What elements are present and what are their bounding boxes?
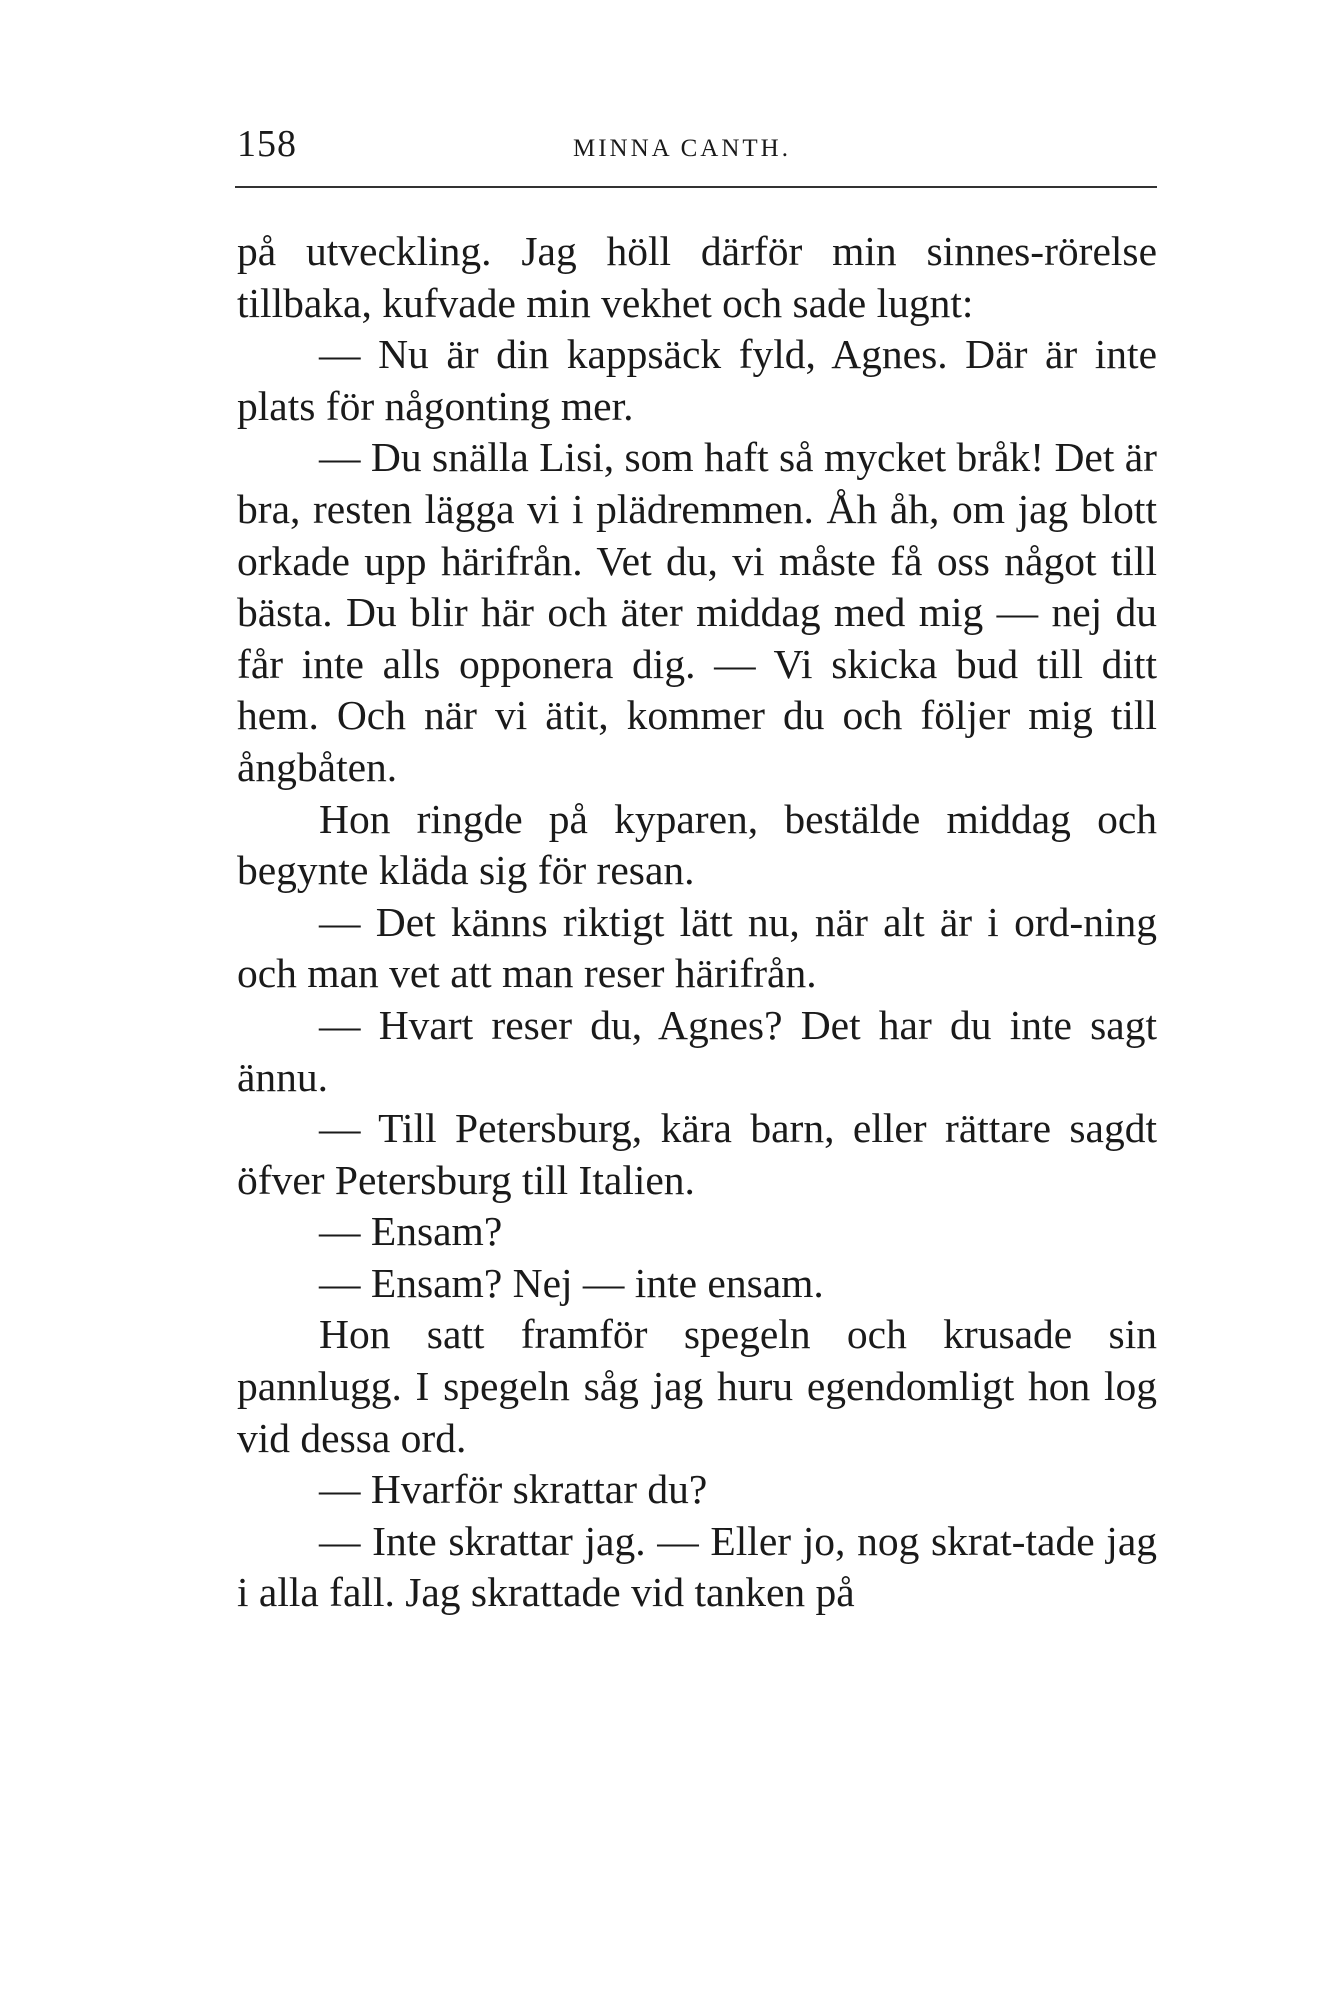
paragraph: — Hvart reser du, Agnes? Det har du inte sagt ännu. bbox=[237, 1001, 1157, 1100]
paragraph: — Hvarför skrattar du? bbox=[319, 1466, 708, 1513]
paragraph: — Till Petersburg, kära barn, eller rättare sagdt öfver Petersburg till Italien. bbox=[237, 1105, 1157, 1203]
paragraph: Hon satt framför spegeln och krusade sin pannlugg. I spegeln såg jag huru egendomligt hon log vid dessa ord. bbox=[237, 1311, 1157, 1461]
paragraph: på utveckling. Jag höll därför min sinnes-rörelse tillbaka, kufvade min vekhet och sade lugnt: bbox=[237, 228, 1157, 326]
paragraph: — Det känns riktigt lätt nu, när alt är i ord-ning och man vet att man reser härifrån. bbox=[237, 898, 1157, 997]
paragraph: — Ensam? Nej — inte ensam. bbox=[319, 1259, 824, 1306]
paragraph: — Nu är din kappsäck fyld, Agnes. Där är inte plats för någonting mer. bbox=[237, 331, 1157, 429]
page-number: 158 bbox=[237, 123, 297, 165]
paragraph: — Ensam? bbox=[319, 1208, 503, 1255]
header-rule bbox=[235, 186, 1157, 188]
paragraph: — Du snälla Lisi, som haft så mycket bråk! Det är bra, resten lägga vi i plädremmen. Åh åh, om jag blott orkade upp härifrån. Vet du, vi måste få oss något till bästa. Du blir här och äter middag med mig — nej du får inte alls opponera dig. — Vi skicka bud till ditt hem. Och när vi ätit, kommer du och följer mig till ångbåten. bbox=[237, 434, 1157, 790]
body-text bbox=[237, 226, 1157, 1619]
paragraph: — Inte skrattar jag. — Eller jo, nog skrat-tade jag i alla fall. Jag skrattade vid tanken på bbox=[237, 1517, 1157, 1616]
running-title: MINNA CANTH. bbox=[573, 135, 791, 162]
running-head bbox=[237, 122, 1157, 174]
paragraph: Hon ringde på kyparen, bestälde middag och begynte kläda sig för resan. bbox=[237, 795, 1157, 894]
